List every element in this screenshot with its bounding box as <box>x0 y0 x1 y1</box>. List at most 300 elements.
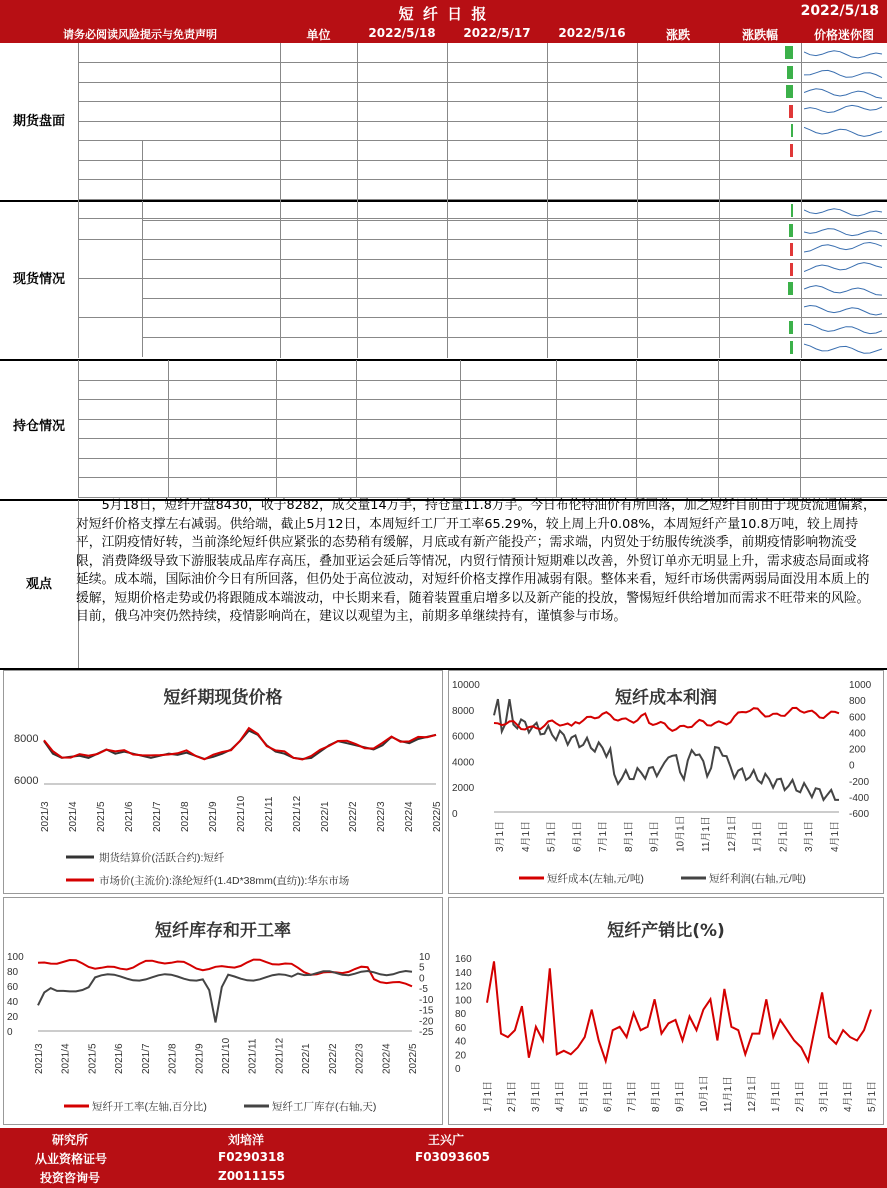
futures-unit <box>280 102 357 121</box>
pos-header <box>800 360 887 379</box>
chart-inventory-operating <box>3 897 443 1125</box>
chart-production-sales-ratio <box>448 897 884 1125</box>
grid-line <box>78 380 887 381</box>
sparkline <box>804 339 884 356</box>
grid-line <box>78 278 887 279</box>
y-left-tick: 4000 <box>452 757 475 769</box>
spot-unit <box>280 338 357 357</box>
pos-cell <box>800 439 887 458</box>
x-tick: 9月1日 <box>675 1080 686 1112</box>
grid-line <box>78 121 887 122</box>
grid-line <box>0 359 887 361</box>
pos-cell <box>460 420 556 439</box>
spot-unit <box>280 279 357 298</box>
pos-total <box>78 478 168 497</box>
spot-group <box>78 327 142 346</box>
x-tick: 2022/1 <box>320 801 331 832</box>
footer-analyst2-qual: F03093605 <box>415 1150 490 1164</box>
futures-v1 <box>357 102 447 121</box>
pf-chg <box>637 141 719 160</box>
pos-cell <box>718 439 800 458</box>
grid-line <box>356 360 357 498</box>
spot-group <box>78 210 142 229</box>
pos-header <box>276 360 356 379</box>
grid-line <box>547 43 548 358</box>
pf-v2 <box>447 160 547 179</box>
grid-line <box>142 141 143 200</box>
x-tick: 2021/10 <box>236 795 247 832</box>
x-tick: 2021/11 <box>247 1038 259 1074</box>
spot-chg <box>637 299 719 318</box>
spot-v2 <box>447 338 547 357</box>
grid-line <box>142 337 887 338</box>
futures-unit <box>280 63 357 82</box>
pos-cell <box>276 400 356 419</box>
futures-chg <box>637 43 719 62</box>
pf-pct <box>719 141 801 160</box>
legend1: 期货结算价(活跃合约):短纤 <box>99 852 225 864</box>
pf-v3 <box>547 160 637 179</box>
spot-name <box>142 279 278 298</box>
pf-name <box>142 180 278 199</box>
grid-line <box>142 298 887 299</box>
legend1: 短纤成本(左轴,元/吨) <box>547 873 644 885</box>
y-tick: 80 <box>455 1009 467 1020</box>
x-tick: 10月1日 <box>699 1075 710 1112</box>
pf-v1 <box>357 160 447 179</box>
x-tick: 2021/3 <box>40 801 51 832</box>
chart2-title: 短纤成本利润 <box>615 688 717 708</box>
grid-line <box>78 419 887 420</box>
y-right-tick: 200 <box>849 744 866 756</box>
series-futures <box>44 731 436 759</box>
grid-line <box>280 43 281 358</box>
x-tick: 7月1日 <box>627 1080 638 1112</box>
pos-cell <box>78 439 168 458</box>
col-pct: 涨跌幅 <box>741 28 778 42</box>
grid-line <box>142 259 887 260</box>
pos-cell <box>356 400 460 419</box>
x-tick: 5月1日 <box>579 1080 590 1112</box>
spot-v1 <box>357 279 447 298</box>
futures-v1 <box>357 82 447 101</box>
pos-cell <box>276 420 356 439</box>
sparkline <box>804 261 884 278</box>
futures-v3 <box>547 82 637 101</box>
legend2: 短纤利润(右轴,元/吨) <box>709 873 806 885</box>
col-chg: 涨跌 <box>665 28 690 42</box>
pos-total <box>718 478 800 497</box>
y-right-tick: 10 <box>419 952 431 963</box>
x-tick: 4月1日 <box>520 820 532 852</box>
report-title: 短 纤 日 报 <box>398 5 489 23</box>
y-right-tick: 0 <box>849 760 855 772</box>
spot-v1 <box>357 318 447 337</box>
y-right-tick: -10 <box>419 994 434 1006</box>
pct-bar <box>785 46 793 59</box>
pos-cell <box>718 459 800 478</box>
grid-line <box>78 43 79 358</box>
y-left-tick: 0 <box>452 809 458 820</box>
pos-cell <box>168 439 276 458</box>
x-tick: 2022/1 <box>301 1043 313 1074</box>
pos-cell <box>556 400 636 419</box>
spot-v2 <box>447 318 547 337</box>
spot-v2 <box>447 221 547 240</box>
section-positions: 持仓情况 <box>12 419 65 434</box>
x-tick: 2022/5 <box>408 1043 419 1074</box>
x-tick: 2021/7 <box>140 1043 152 1074</box>
spot-v2 <box>447 279 547 298</box>
y-right-tick: -15 <box>419 1005 434 1017</box>
x-tick: 11月1日 <box>723 1076 734 1112</box>
pf-v3 <box>547 141 637 160</box>
y-right-tick: -200 <box>849 776 870 788</box>
x-tick: 2021/8 <box>167 1043 179 1074</box>
y-left-tick: 20 <box>7 1012 19 1023</box>
spot-chg <box>637 260 719 279</box>
footer-qual-label: 从业资格证号 <box>35 1152 108 1166</box>
grid-line <box>78 179 887 180</box>
spot-v3 <box>547 221 637 240</box>
spot-group <box>78 288 142 307</box>
chart1-title: 短纤期现货价格 <box>163 688 283 708</box>
x-tick: 4月1日 <box>830 820 841 852</box>
pos-total <box>556 478 636 497</box>
chart4-svg <box>449 898 885 1126</box>
chart-futures-spot-price <box>3 670 443 894</box>
x-tick: 2021/12 <box>274 1037 286 1074</box>
y-left-tick: 100 <box>7 952 24 963</box>
x-tick: 11月1日 <box>701 816 713 852</box>
sparkline <box>804 280 884 297</box>
y-right-tick: -25 <box>419 1027 434 1038</box>
y-right-tick: 400 <box>849 728 866 740</box>
sparkline <box>804 241 884 258</box>
spot-name <box>142 299 278 318</box>
col-d1: 2022/5/18 <box>368 26 436 40</box>
pos-cell <box>636 381 718 400</box>
spot-v1 <box>357 240 447 259</box>
futures-chg <box>637 82 719 101</box>
sparkline <box>804 44 884 61</box>
spot-v2 <box>447 260 547 279</box>
spot-pct <box>719 299 801 318</box>
y-left-tick: 6000 <box>452 731 475 743</box>
grid-line <box>168 360 169 498</box>
footer-analyst1-qual: F0290318 <box>218 1150 285 1164</box>
pos-cell <box>800 459 887 478</box>
pos-cell <box>168 400 276 419</box>
pos-cell <box>800 381 887 400</box>
x-tick: 2021/8 <box>180 801 191 832</box>
x-tick: 2021/6 <box>124 801 135 832</box>
x-tick: 5月1日 <box>546 820 558 852</box>
chart1-svg <box>4 671 444 895</box>
spot-v3 <box>547 338 637 357</box>
grid-line <box>801 43 802 358</box>
pos-cell <box>718 381 800 400</box>
futures-unit <box>280 121 357 140</box>
pf-v3 <box>547 180 637 199</box>
pos-cell <box>636 439 718 458</box>
x-tick: 2021/10 <box>221 1037 232 1074</box>
y-tick: 100 <box>455 995 472 1007</box>
x-tick: 1月1日 <box>483 1080 494 1112</box>
pos-cell <box>168 459 276 478</box>
pos-cell <box>718 420 800 439</box>
spot-name <box>142 240 278 259</box>
spot-name <box>142 318 278 337</box>
col-unit: 单位 <box>306 28 331 42</box>
pos-cell <box>460 400 556 419</box>
pos-total <box>636 478 718 497</box>
pf-v2 <box>447 180 547 199</box>
x-tick: 2022/4 <box>404 801 415 832</box>
pf-v2 <box>447 141 547 160</box>
spot-unit <box>280 299 357 318</box>
futures-v1 <box>357 121 447 140</box>
pf-unit <box>280 160 357 179</box>
series-ratio <box>487 961 871 1061</box>
pos-cell <box>460 381 556 400</box>
pos-header <box>718 360 800 379</box>
y-tick: 60 <box>455 1022 467 1034</box>
y-right-tick: 800 <box>849 696 866 708</box>
x-tick: 2月1日 <box>507 1080 518 1112</box>
x-tick: 2021/9 <box>208 801 219 832</box>
pf-chg <box>637 180 719 199</box>
pos-cell <box>556 420 636 439</box>
pf-chg <box>637 160 719 179</box>
pos-total <box>356 478 460 497</box>
x-tick: 6月1日 <box>603 1080 614 1112</box>
futures-v2 <box>447 121 547 140</box>
pos-header <box>460 360 556 379</box>
x-tick: 2021/9 <box>194 1043 206 1074</box>
spot-pct <box>719 338 801 357</box>
spot-v3 <box>547 299 637 318</box>
pct-bar <box>790 341 793 354</box>
grid-line <box>78 62 887 63</box>
spot-v1 <box>357 338 447 357</box>
footer-consult-label: 投资咨询号 <box>40 1171 101 1185</box>
spot-v2 <box>447 240 547 259</box>
pct-bar <box>790 243 793 256</box>
spot-pct <box>719 260 801 279</box>
y-right-tick: 600 <box>849 712 866 724</box>
spot-v1 <box>357 299 447 318</box>
spot-v1 <box>357 221 447 240</box>
pos-total <box>168 478 276 497</box>
y-right-tick: -20 <box>419 1016 434 1028</box>
pf-v1 <box>357 141 447 160</box>
futures-v2 <box>447 63 547 82</box>
x-tick: 8月1日 <box>651 1080 662 1112</box>
pos-cell <box>556 439 636 458</box>
pf-mini <box>801 180 887 199</box>
pos-cell <box>276 439 356 458</box>
grid-line <box>78 458 887 459</box>
grid-line <box>718 360 719 498</box>
pos-cell <box>168 420 276 439</box>
spot-unit <box>280 240 357 259</box>
spot-name <box>142 221 278 240</box>
futures-v3 <box>547 63 637 82</box>
sparkline <box>804 319 884 336</box>
y-left-tick: 10000 <box>452 680 480 691</box>
futures-name <box>78 43 278 62</box>
chart3-svg <box>4 898 444 1126</box>
y-left-tick: 80 <box>7 967 19 978</box>
footer-institute: 研究所 <box>52 1133 89 1147</box>
section-futures: 期货盘面 <box>12 114 65 129</box>
y-right-tick: 5 <box>419 962 425 974</box>
x-tick: 2月1日 <box>778 820 790 852</box>
x-tick: 8月1日 <box>623 820 635 852</box>
chart-cost-profit <box>448 670 884 894</box>
footer-analyst2: 王兴广 <box>428 1133 465 1147</box>
pos-cell <box>356 381 460 400</box>
x-tick: 3月1日 <box>495 820 506 852</box>
futures-name <box>78 82 278 101</box>
futures-v2 <box>447 43 547 62</box>
legend2: 市场价(主流价):涤纶短纤(1.4D*38mm(直纺)):华东市场 <box>99 875 350 887</box>
pct-bar <box>790 144 793 157</box>
pos-cell <box>460 459 556 478</box>
chart4-title: 短纤产销比(%) <box>607 921 725 941</box>
grid-line <box>142 201 143 357</box>
x-tick: 2021/6 <box>114 1043 126 1074</box>
futures-chg <box>637 102 719 121</box>
y-tick: 0 <box>455 1064 461 1075</box>
spot-name <box>142 338 278 357</box>
legend1: 短纤开工率(左轴,百分比) <box>92 1101 207 1113</box>
x-tick: 2022/4 <box>381 1043 393 1074</box>
x-tick: 4月1日 <box>555 1080 566 1112</box>
col-mini: 价格迷你图 <box>813 28 874 42</box>
pf-pct <box>719 180 801 199</box>
x-tick: 6月1日 <box>572 820 584 852</box>
grid-line <box>460 360 461 498</box>
disclaimer-link[interactable]: 请务必阅读风险提示与免责声明 <box>63 28 217 41</box>
pf-mini <box>801 160 887 179</box>
series-inventory <box>38 971 412 1022</box>
pos-cell <box>356 459 460 478</box>
footer-analyst1: 刘培洋 <box>228 1133 265 1147</box>
chart3-title: 短纤库存和开工率 <box>155 921 291 941</box>
y-tick: 140 <box>455 967 472 979</box>
y-right-tick: -600 <box>849 809 870 820</box>
grid-line <box>0 200 887 202</box>
sparkline <box>804 202 884 219</box>
y-right-tick: 0 <box>419 973 425 985</box>
y-left-tick: 40 <box>7 997 19 1008</box>
pos-cell <box>636 420 718 439</box>
chart2-svg <box>449 671 885 895</box>
pct-bar <box>789 105 793 118</box>
pos-cell <box>556 459 636 478</box>
y-tick: 120 <box>455 981 472 993</box>
sparkline <box>804 222 884 239</box>
pos-total <box>276 478 356 497</box>
grid-line <box>719 43 720 358</box>
pos-header <box>556 360 636 379</box>
x-tick: 3月1日 <box>804 820 816 852</box>
pct-bar <box>790 263 793 276</box>
spot-chg <box>637 221 719 240</box>
x-tick: 2021/4 <box>60 1043 72 1074</box>
x-tick: 2022/3 <box>376 801 387 832</box>
spot-name <box>142 260 278 279</box>
x-tick: 2021/5 <box>87 1043 99 1074</box>
x-tick: 4月1日 <box>843 1080 854 1112</box>
pos-cell <box>78 381 168 400</box>
pos-total <box>800 478 887 497</box>
pf-unit <box>280 180 357 199</box>
report-header <box>0 0 887 24</box>
grid-line <box>357 43 358 358</box>
x-tick: 2021/4 <box>68 801 79 832</box>
grid-line <box>78 239 887 240</box>
grid-line <box>78 438 887 439</box>
pct-bar <box>791 124 793 137</box>
futures-unit <box>280 82 357 101</box>
opinion-text: 5月18日，短纤开盘8430，收于8282，成交量14万手，持仓量11.8万手。今日布伦特油价有所回落，加之短纤目前由于现货流通偏紧，对短纤价格支撑左右减弱。供给端，截止5月12日，本周短纤工厂开工率65.29%，较上周上升0.08%，本周短纤产量10.8万吨，较上周持平，江阴疫情好转，当前涤纶短纤供应紧张的态势稍有缓解，月底或有新产能投产；需求端，内贸处于纺服传统淡季，前期疫情影响物流受限，消费降级导致下游服装成品库存高压，叠加亚运会延后等情况，内贸行情预计短期难以改善，外贸订单亦无明显上升，需求疲态局面或将延续。成本端，国际油价今日有所回落，但仍处于高位波动，对短纤价格支撑作用减弱有限。整体来看，短纤市场供需两弱局面没用本质上的缓解，短期价格走势或仍将跟随成本端波动，中长期来看，随着装置重启增多以及新产能的投放，警惕短纤供给增加而需求不旺带来的风险。目前，俄乌冲突仍然持续，疫情影响尚在，建议以观望为主，前期多单继续持有，谨慎参与市场。 <box>76 498 876 624</box>
pos-cell <box>168 381 276 400</box>
x-tick: 3月1日 <box>819 1080 830 1112</box>
x-tick: 12月1日 <box>747 1075 758 1112</box>
y-tick: 160 <box>455 954 472 965</box>
pos-cell <box>276 381 356 400</box>
y-left-tick: 60 <box>7 982 19 993</box>
x-tick: 1月1日 <box>752 820 764 852</box>
x-tick: 2021/3 <box>34 1043 45 1074</box>
grid-line <box>78 477 887 478</box>
futures-name <box>78 63 278 82</box>
pct-bar <box>789 321 793 334</box>
futures-v3 <box>547 43 637 62</box>
grid-line <box>636 360 637 498</box>
pf-pct <box>719 160 801 179</box>
pos-total <box>460 478 556 497</box>
pf-unit <box>280 141 357 160</box>
y-right-tick: -5 <box>419 984 428 996</box>
legend2: 短纤工厂库存(右轴,天) <box>272 1101 377 1113</box>
pos-header <box>356 360 460 379</box>
futures-v3 <box>547 121 637 140</box>
grid-line <box>142 220 887 221</box>
spot-v1 <box>357 260 447 279</box>
x-tick: 2021/11 <box>264 796 275 832</box>
grid-line <box>78 101 887 102</box>
spot-unit <box>280 260 357 279</box>
grid-line <box>78 399 887 400</box>
spot-chg <box>637 338 719 357</box>
pos-cell <box>800 420 887 439</box>
futures-unit <box>280 43 357 62</box>
futures-v1 <box>357 43 447 62</box>
pos-cell <box>356 420 460 439</box>
futures-name <box>78 121 278 140</box>
grid-line <box>78 360 79 498</box>
table-header <box>0 24 887 43</box>
pos-cell <box>556 381 636 400</box>
x-tick: 3月1日 <box>531 1080 542 1112</box>
x-tick: 9月1日 <box>649 820 661 852</box>
pos-cell <box>460 439 556 458</box>
x-tick: 2022/2 <box>327 1043 339 1074</box>
